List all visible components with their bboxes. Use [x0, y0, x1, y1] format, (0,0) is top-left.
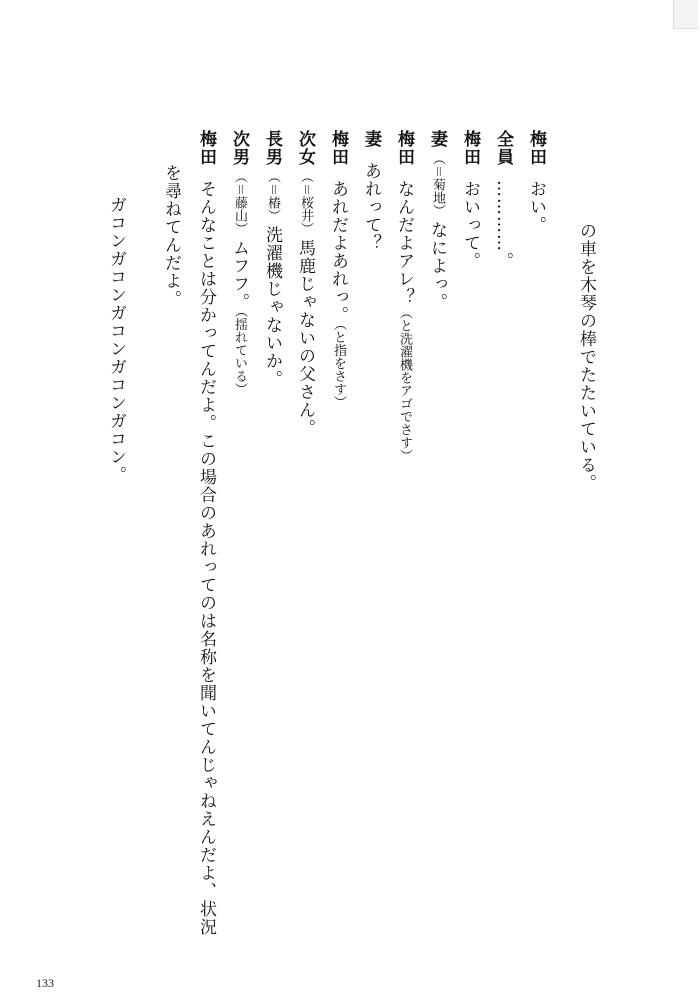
line-text: …………。 — [493, 180, 513, 270]
speaker-note: （＝藤山） — [232, 170, 247, 236]
speaker-name: 次男 — [229, 130, 249, 166]
speaker-note: （＝椿） — [265, 170, 280, 223]
speaker-note: （＝菊地） — [430, 152, 445, 218]
line-text: おい。 — [526, 180, 546, 234]
dialogue-line-8 — [295, 130, 315, 437]
speaker-name: 梅田 — [460, 130, 480, 166]
speaker-name: 妻 — [427, 130, 447, 148]
stage-direction-text: ガコンガコンガコンガコンガコン。 — [106, 196, 126, 484]
dialogue-line-9 — [262, 130, 282, 388]
line-text: あれだよあれっ。 — [328, 180, 348, 324]
dialogue-line-11-continuation — [161, 164, 181, 308]
stage-direction-top — [576, 222, 596, 492]
speaker-name: 全員 — [493, 130, 513, 166]
dialogue-line-6 — [361, 130, 381, 252]
stage-note: （と洗濯機をアゴでさす） — [397, 306, 412, 462]
dialogue-line-2 — [493, 130, 513, 270]
line-text: なによっ。 — [427, 221, 447, 312]
line-text: そんなことは分かってんだよ。この場合のあれってのは名称を聞いてんじゃねえんだよ、状況 — [196, 180, 216, 936]
stage-direction-text: の車を木琴の棒でたたいている。 — [576, 222, 596, 492]
line-text: ムフフ。 — [229, 239, 249, 312]
speaker-name: 梅田 — [394, 130, 414, 166]
dialogue-line-1 — [526, 130, 546, 234]
line-text: 馬鹿じゃないの父さん。 — [295, 239, 315, 438]
speaker-name: 妻 — [361, 130, 381, 148]
dialogue-line-5 — [394, 130, 414, 462]
line-text: あれって？ — [361, 162, 381, 252]
stage-direction-bottom — [106, 196, 126, 484]
dialogue-line-10 — [229, 130, 249, 396]
speaker-name: 梅田 — [196, 130, 216, 166]
line-text: おいって。 — [460, 180, 480, 270]
speaker-name: 長男 — [262, 130, 282, 166]
speaker-note: （＝桜井） — [298, 170, 313, 236]
dialogue-line-7 — [328, 130, 348, 409]
speaker-name: 梅田 — [526, 130, 546, 166]
stage-note: （と指をさす） — [331, 324, 346, 409]
page-number: 133 — [36, 976, 54, 990]
dialogue-line-11 — [196, 130, 216, 936]
page-corner-mark — [673, 0, 698, 29]
dialogue-line-3 — [460, 130, 480, 270]
line-text-continuation: を尋ねてんだよ。 — [161, 164, 181, 308]
speaker-name: 梅田 — [328, 130, 348, 166]
stage-note: （揺れている） — [232, 311, 247, 396]
speaker-name: 次女 — [295, 130, 315, 166]
dialogue-line-4 — [427, 130, 447, 311]
line-text: なんだよアレ？ — [394, 180, 414, 306]
line-text: 洗濯機じゃないか。 — [262, 226, 282, 389]
